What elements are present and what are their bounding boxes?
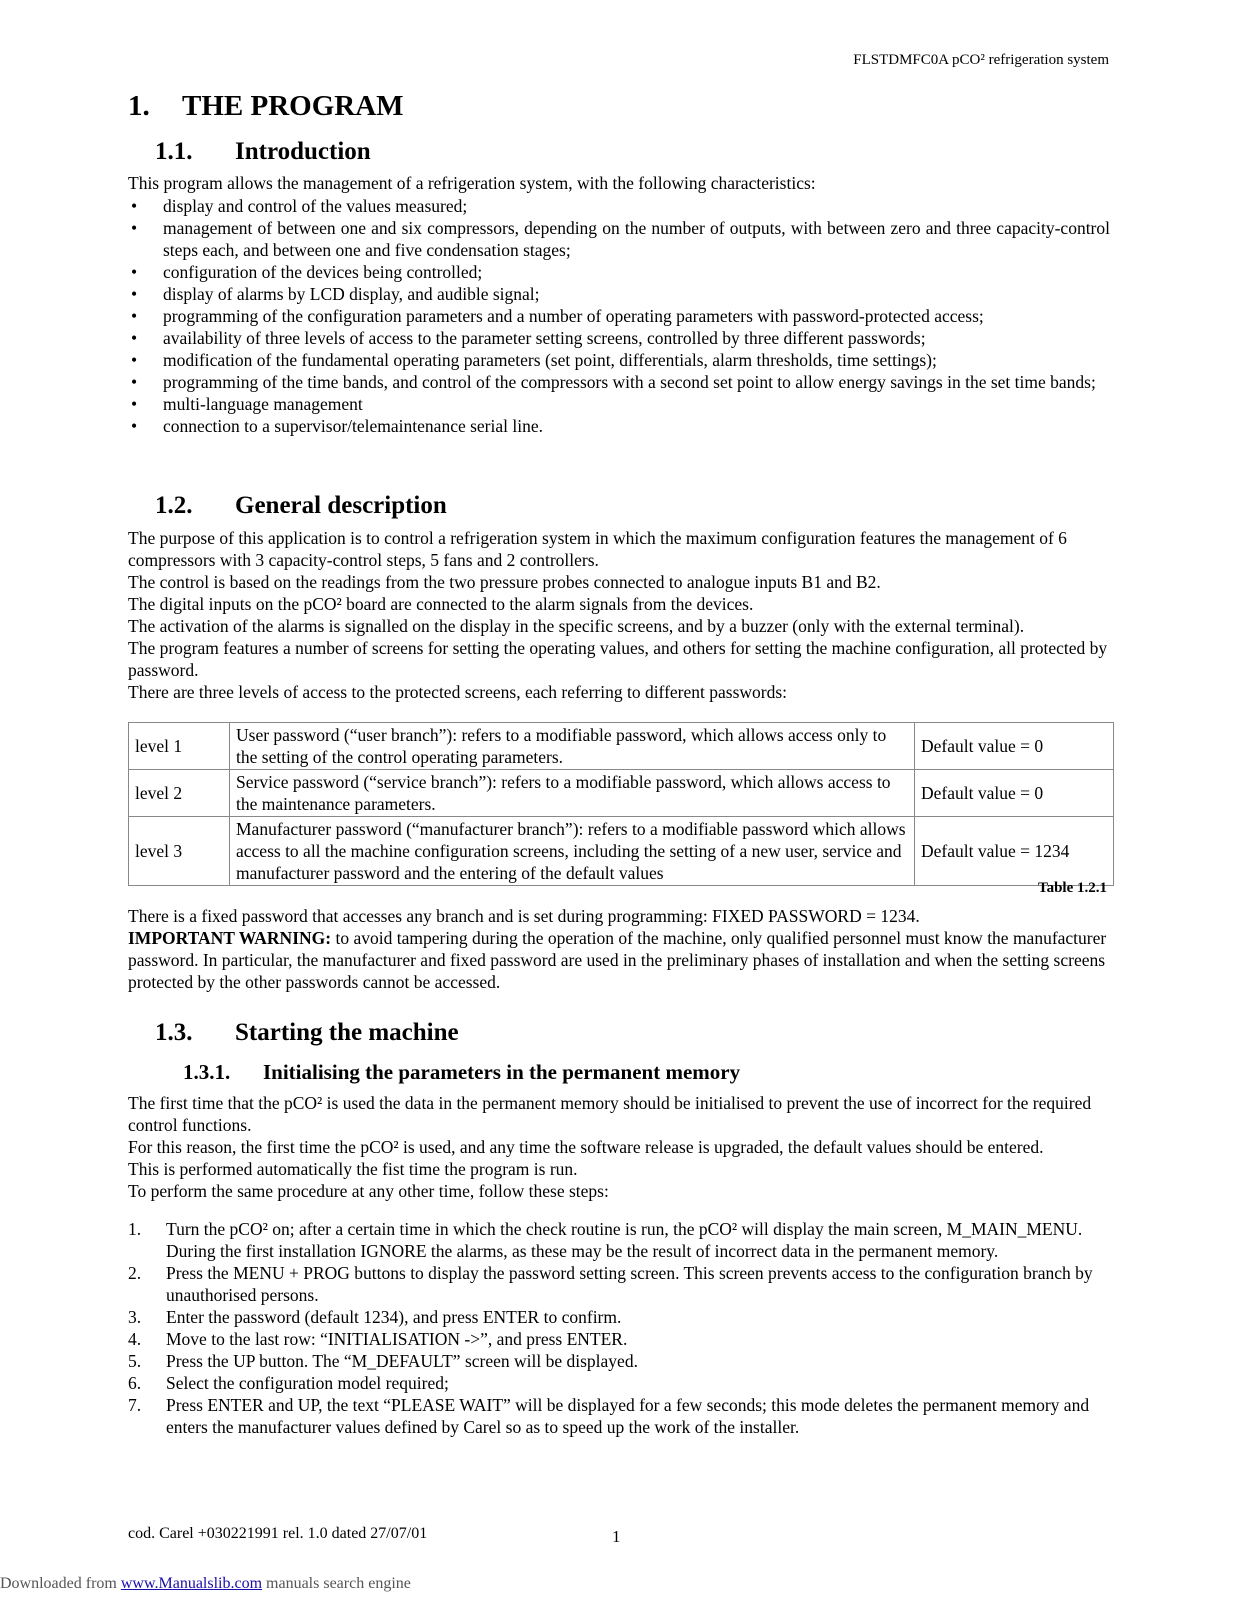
password-notes [128,905,1110,993]
bullet-icon: • [131,372,138,392]
list-item: 6. Select the configuration model required; [128,1373,449,1393]
section-number: 1.2. [155,492,193,519]
subsection-number: 1.3.1. [183,1060,231,1084]
characteristics-list [128,195,1110,437]
bullet-icon: • [131,394,138,414]
list-item: • availability of three levels of access to the parameter setting screens, controlled by three different passwords; [131,328,926,348]
list-item: 5. Press the UP button. The “M_DEFAULT” screen will be displayed. [128,1351,638,1371]
initialisation-steps [128,1218,1110,1438]
list-item: • display and control of the values measured; [131,196,468,216]
paragraph: The control is based on the readings from the two pressure probes connected to analogue inputs B1 and B2. [128,572,881,592]
section-heading-1-1 [155,138,371,166]
step-number: 7. [128,1395,142,1415]
list-item: 7. Press ENTER and UP, the text “PLEASE WAIT” will be displayed for a few seconds; this mode deletes the permanent memory and enters the manufacturer values defined by Carel so as to speed up the work of the installer. [128,1395,1090,1437]
section-title: Introduction [235,138,371,165]
warning-label: IMPORTANT WARNING: [128,928,332,948]
list-item: 2. Press the MENU + PROG buttons to display the password setting screen. This screen prevents access to the configuration branch by unauthorised persons. [128,1263,1093,1305]
section-title: Starting the machine [235,1019,459,1046]
list-item: • modification of the fundamental operating parameters (set point, differentials, alarm thresholds, time settings); [131,350,937,370]
list-item: 4. Move to the last row: “INITIALISATION ->”, and press ENTER. [128,1329,628,1349]
list-item: • programming of the time bands, and control of the compressors with a second set point to allow energy savings in the set time bands; [131,372,1096,392]
paragraph: For this reason, the first time the pCO² is used, and any time the software release is upgraded, the default values should be entered. [128,1137,1044,1157]
list-item: • programming of the configuration parameters and a number of operating parameters with password-protected access; [131,306,984,326]
paragraph: The first time that the pCO² is used the data in the permanent memory should be initialised to prevent the use of incorrect for the required control functions. [128,1093,1092,1135]
bullet-icon: • [131,218,138,238]
level-cell: level 1 [129,723,230,770]
section-number: 1.3. [155,1019,193,1046]
section-title: General description [235,492,447,519]
level-cell: level 3 [129,817,230,886]
description-cell: User password (“user branch”): refers to a modifiable password, which allows access only to the setting of the control operating parameters. [230,723,915,770]
table-caption: Table 1.2.1 [1037,880,1107,896]
bullet-icon: • [131,306,138,326]
chapter-title-text: THE PROGRAM [182,90,404,122]
chapter-number: 1. [128,90,150,122]
section-heading-1-3 [155,1019,459,1047]
paragraph: To perform the same procedure at any other time, follow these steps: [128,1181,609,1201]
page-footer: cod. Carel +030221991 rel. 1.0 dated 27/07/01 [128,1525,428,1542]
running-header: FLSTDMFC0A pCO² refrigeration system [853,52,1109,68]
section-number: 1.1. [155,138,193,165]
download-banner: Downloaded from www.Manualslib.com manuals search engine [0,1575,411,1592]
default-value-cell: Default value = 1234 [915,817,1114,886]
default-value-cell: Default value = 0 [915,723,1114,770]
bullet-icon: • [131,328,138,348]
warning-text: to avoid tampering during the operation of the machine, only qualified personnel must know the manufacturer password. In particular, the manufacturer and fixed password are used in the preliminary phases of installation and when the setting screens protected by the other passwords cannot be accessed. [128,928,1107,992]
fixed-password-paragraph: There is a fixed password that accesses any branch and is set during programming: FIXED PASSWORD = 1234. [128,906,920,926]
paragraph: The purpose of this application is to control a refrigeration system in which the maximum configuration features the management of 6 compressors with 3 capacity-control steps, 5 fans and 2 controllers. [128,528,1067,570]
default-value-cell: Default value = 0 [915,770,1114,817]
paragraph: This is performed automatically the fist time the program is run. [128,1159,578,1179]
paragraph: The activation of the alarms is signalled on the display in the specific screens, and by a buzzer (only with the external terminal). [128,616,1025,636]
step-number: 5. [128,1351,142,1371]
list-item: 3. Enter the password (default 1234), and press ENTER to confirm. [128,1307,622,1327]
list-item: • display of alarms by LCD display, and audible signal; [131,284,540,304]
level-cell: level 2 [129,770,230,817]
bullet-icon: • [131,262,138,282]
subsection-title: Initialising the parameters in the permanent memory [263,1060,741,1084]
step-number: 3. [128,1307,142,1327]
step-number: 4. [128,1329,142,1349]
bullet-icon: • [131,196,138,216]
manualslib-link[interactable]: www.Manualslib.com [120,1575,263,1592]
description-cell: Manufacturer password (“manufacturer branch”): refers to a modifiable password which allows access to all the machine configuration screens, including the setting of a new user, service and manufacturer password and the entering of the default values [230,817,915,886]
intro-paragraph: This program allows the management of a refrigeration system, with the following characteristics: [128,173,816,193]
bullet-icon: • [131,350,138,370]
table-row [129,770,1114,817]
table-row [129,723,1114,770]
chapter-title [128,90,404,123]
list-item: • connection to a supervisor/telemaintenance serial line. [131,416,543,436]
bullet-icon: • [131,416,138,436]
list-item: 1. Turn the pCO² on; after a certain time in which the check routine is run, the pCO² will display the main screen, M_MAIN_MENU. During the first installation IGNORE the alarms, as these may be the result of incorrect data in the permanent memory. [128,1219,1083,1261]
list-item: • multi-language management [131,394,363,414]
paragraph: There are three levels of access to the protected screens, each referring to different passwords: [128,682,788,702]
password-levels-table [128,722,1114,886]
step-number: 1. [128,1219,142,1239]
subsection-heading-1-3-1 [183,1060,740,1085]
initialisation-text [128,1092,1110,1202]
section-heading-1-2 [155,492,447,520]
page-number: 1 [612,1527,621,1546]
table-row [129,817,1114,886]
general-description [128,527,1110,703]
list-item: • management of between one and six compressors, depending on the number of outputs, with between zero and three capacity-control steps each, and between one and five condensation stages; [131,218,1110,260]
paragraph: The digital inputs on the pCO² board are connected to the alarm signals from the devices. [128,594,754,614]
description-cell: Service password (“service branch”): refers to a modifiable password, which allows access to the maintenance parameters. [230,770,915,817]
step-number: 6. [128,1373,142,1393]
paragraph: The program features a number of screens for setting the operating values, and others for setting the machine configuration, all protected by password. [128,638,1108,680]
step-number: 2. [128,1263,142,1283]
warning-paragraph [128,927,1110,993]
list-item: • configuration of the devices being controlled; [131,262,483,282]
bullet-icon: • [131,284,138,304]
